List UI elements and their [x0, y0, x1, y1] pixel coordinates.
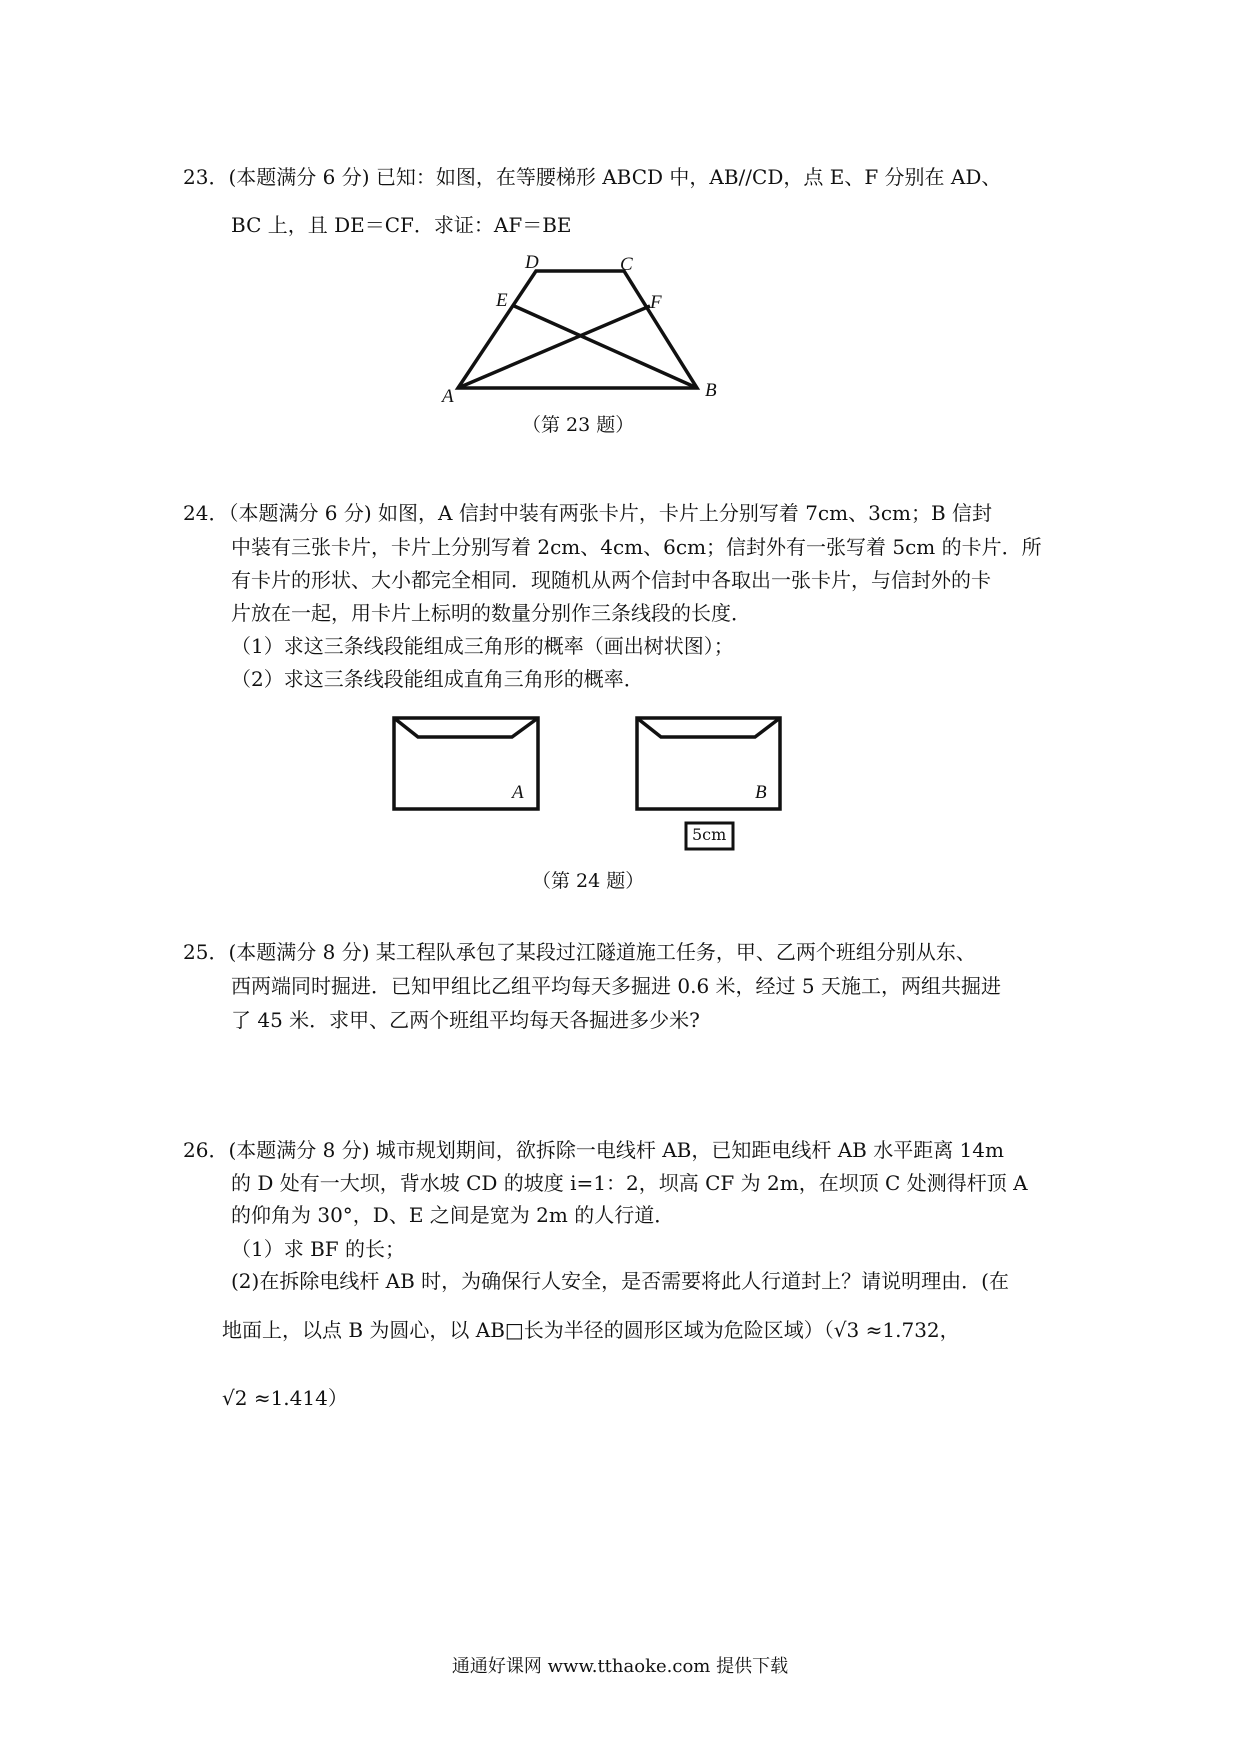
q26-line-4: （1）求 BF 的长；: [231, 1237, 406, 1261]
q23-caption: （第 23 题）: [522, 414, 635, 436]
footer-source: 通通好课网 www.tthaoke.com 提供下载: [451, 1656, 789, 1677]
q24-line-1: 24．（本题满分 6 分) 如图，A 信封中装有两张卡片，卡片上分别写着 7cm、3cm；B 信封: [183, 501, 993, 525]
q26-line-1: 26．(本题满分 8 分) 城市规划期间，欲拆除一电线杆 AB，已知距电线杆 AB 水平距离 14m: [183, 1138, 1004, 1162]
q24-line-2: 中装有三张卡片，卡片上分别写着 2cm、4cm、6cm；信封外有一张写着 5cm 的卡片．所: [231, 535, 1042, 559]
q24-line-4: 片放在一起，用卡片上标明的数量分别作三条线段的长度．: [231, 601, 751, 625]
label-e: E: [496, 290, 508, 311]
q24-line-3: 有卡片的形状、大小都完全相同．现随机从两个信封中各取出一张卡片，与信封外的卡: [231, 568, 991, 592]
q26-line-7: √2 ≈1.414）: [222, 1386, 348, 1410]
q24-line-5: （1）求这三条线段能组成三角形的概率（画出树状图）；: [231, 634, 734, 658]
q25-line-1: 25．(本题满分 8 分) 某工程队承包了某段过江隧道施工任务，甲、乙两个班组分别从东、: [183, 940, 976, 964]
q23-line-2: BC 上，且 DE＝CF．求证：AF＝BE: [231, 213, 572, 237]
card-5cm-label: 5cm: [692, 825, 727, 844]
q24-line-6: （2）求这三条线段能组成直角三角形的概率．: [231, 667, 644, 691]
q25-line-3: 了 45 米．求甲、乙两个班组平均每天各掘进多少米?: [231, 1008, 700, 1032]
q24-caption: （第 24 题）: [532, 870, 645, 892]
q23-line-1: 23．(本题满分 6 分) 已知：如图，在等腰梯形 ABCD 中，AB//CD，点 E、F 分别在 AD、: [183, 165, 1002, 189]
envelope-a-label: A: [512, 782, 524, 803]
q26-line-3: 的仰角为 30°，D、E 之间是宽为 2m 的人行道．: [231, 1203, 675, 1227]
label-b: B: [705, 380, 717, 401]
label-c: C: [620, 254, 633, 275]
envelope-b-label: B: [755, 782, 767, 803]
label-a: A: [442, 386, 454, 407]
trapezoid-figure: [458, 271, 697, 388]
label-f: F: [650, 292, 662, 313]
q26-line-6: 地面上，以点 B 为圆心，以 AB□长为半径的圆形区域为危险区域）（√3 ≈1.732，: [222, 1318, 960, 1342]
q26-line-5: (2)在拆除电线杆 AB 时，为确保行人安全，是否需要将此人行道封上？请说明理由．(在: [231, 1269, 1009, 1293]
label-d: D: [525, 252, 539, 273]
q25-line-2: 西两端同时掘进．已知甲组比乙组平均每天多掘进 0.6 米，经过 5 天施工，两组共掘进: [231, 974, 1001, 998]
q26-line-2: 的 D 处有一大坝，背水坡 CD 的坡度 i=1：2，坝高 CF 为 2m，在坝顶 C 处测得杆顶 A: [231, 1171, 1028, 1195]
